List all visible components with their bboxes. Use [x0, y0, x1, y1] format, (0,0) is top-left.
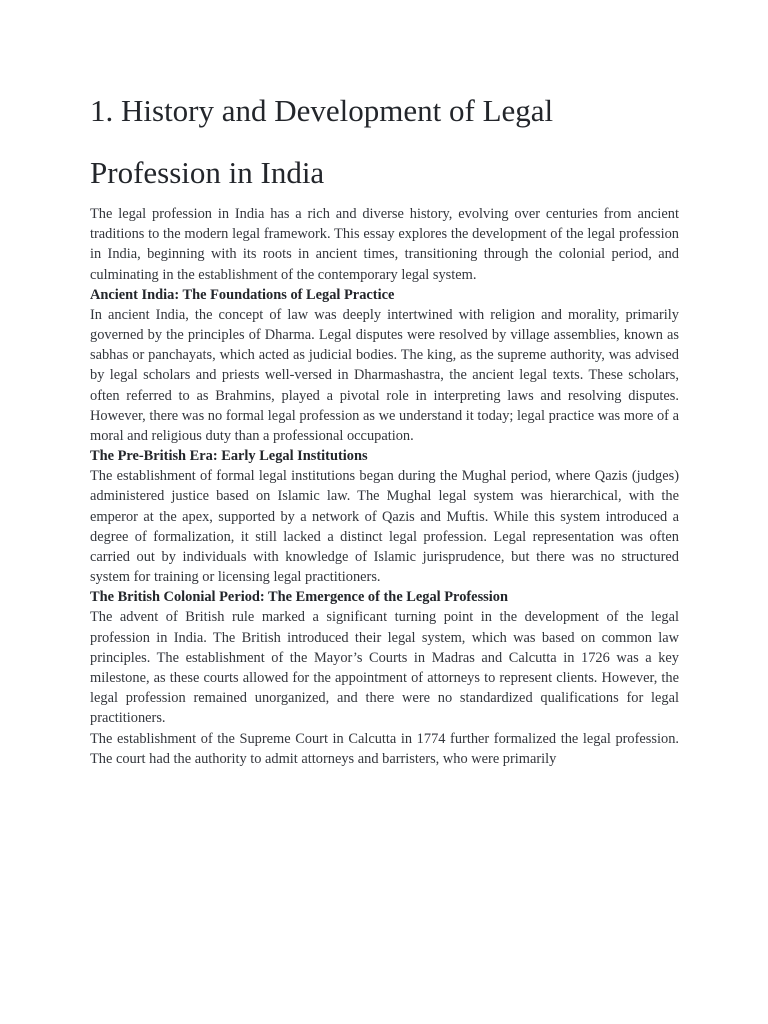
section-heading-ancient-india: Ancient India: The Foundations of Legal Practice	[90, 286, 395, 303]
section-paragraph-pre-british-era: The establishment of formal legal institutions began during the Mughal period, where Qazis (judges) administered justice based on Islamic law. The Mughal legal system was hierarchical, with the emperor at the apex, supported by a network of Qazis and Muftis. While this system introduced a degree of formalization, it still lacked a distinct legal profession. Legal representation was often carried out by individuals with knowledge of Islamic jurisprudence, but there was no structured system for training or licensing legal practitioners.	[90, 468, 679, 586]
section-paragraph-british-colonial-period: The advent of British rule marked a significant turning point in the development of the legal profession in India. The British introduced their legal system, which was based on common law principles. The establishment of the Mayor’s Courts in Madras and Calcutta in 1726 was a key milestone, as these courts allowed for the appointment of attorneys to represent clients. However, the legal profession remained unorganized, and there were no standardized qualifications for legal practitioners.	[90, 609, 679, 727]
document-page	[90, 0, 679, 769]
section-heading-pre-british-era: The Pre-British Era: Early Legal Institutions	[90, 448, 368, 465]
intro-paragraph: The legal profession in India has a rich and diverse history, evolving over centuries from ancient traditions to the modern legal framework. This essay explores the development of the legal profession in India, beginning with its roots in ancient times, transitioning through the colonial period, and culminating in the establishment of the contemporary legal system.	[90, 206, 679, 283]
document-title: 1. History and Development of Legal Profession in India	[90, 93, 554, 190]
section-paragraph-ancient-india: In ancient India, the concept of law was deeply intertwined with religion and morality, primarily governed by the principles of Dharma. Legal disputes were resolved by village assemblies, known as sabhas or panchayats, which acted as judicial bodies. The king, as the supreme authority, was advised by legal scholars and priests well-versed in Dharmashastra, the ancient legal texts. These scholars, often referred to as Brahmins, played a pivotal role in interpreting laws and resolving disputes. However, there was no formal legal profession as we understand it today; legal practice was more of a moral and religious duty than a professional occupation.	[90, 306, 679, 445]
section-paragraph-supreme-court: The establishment of the Supreme Court in Calcutta in 1774 further formalized the legal profession. The court had the authority to admit attorneys and barristers, who were primarily	[90, 730, 679, 767]
section-heading-british-colonial-period: The British Colonial Period: The Emergence of the Legal Profession	[90, 589, 508, 606]
